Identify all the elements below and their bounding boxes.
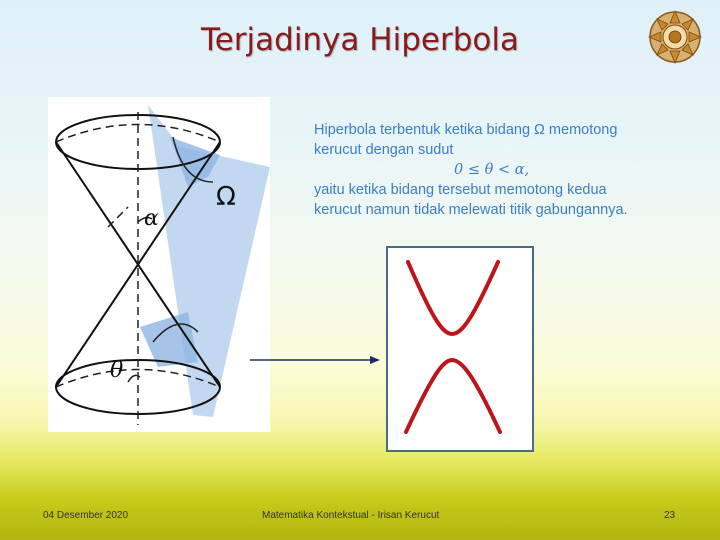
arrow-icon bbox=[250, 350, 380, 370]
hyperbola-figure bbox=[386, 246, 534, 452]
alpha-label: α bbox=[144, 206, 159, 231]
description-line: kerucut namun tidak melewati titik gabungannya. bbox=[314, 202, 628, 218]
theta-label: θ bbox=[110, 358, 124, 383]
hyperbola-lower-branch bbox=[406, 360, 500, 432]
omega-label: Ω bbox=[216, 182, 236, 212]
hyperbola-upper-branch bbox=[408, 262, 498, 334]
angle-condition: 0 ≤ θ < α, bbox=[454, 162, 530, 178]
description-line: yaitu ketika bidang tersebut memotong kedua bbox=[314, 182, 607, 198]
page-number: 23 bbox=[664, 510, 676, 521]
description-text bbox=[314, 120, 694, 220]
slide-title: Terjadinya Hiperbola bbox=[201, 22, 519, 58]
footer-course: Matematika Kontekstual - Irisan Kerucut bbox=[262, 510, 440, 521]
university-emblem-icon bbox=[647, 5, 703, 71]
double-cone-diagram bbox=[48, 97, 270, 432]
description-line: Hiperbola terbentuk ketika bidang Ω memotong bbox=[314, 122, 618, 138]
description-line: kerucut dengan sudut bbox=[314, 142, 454, 158]
footer-date: 04 Desember 2020 bbox=[43, 510, 129, 521]
